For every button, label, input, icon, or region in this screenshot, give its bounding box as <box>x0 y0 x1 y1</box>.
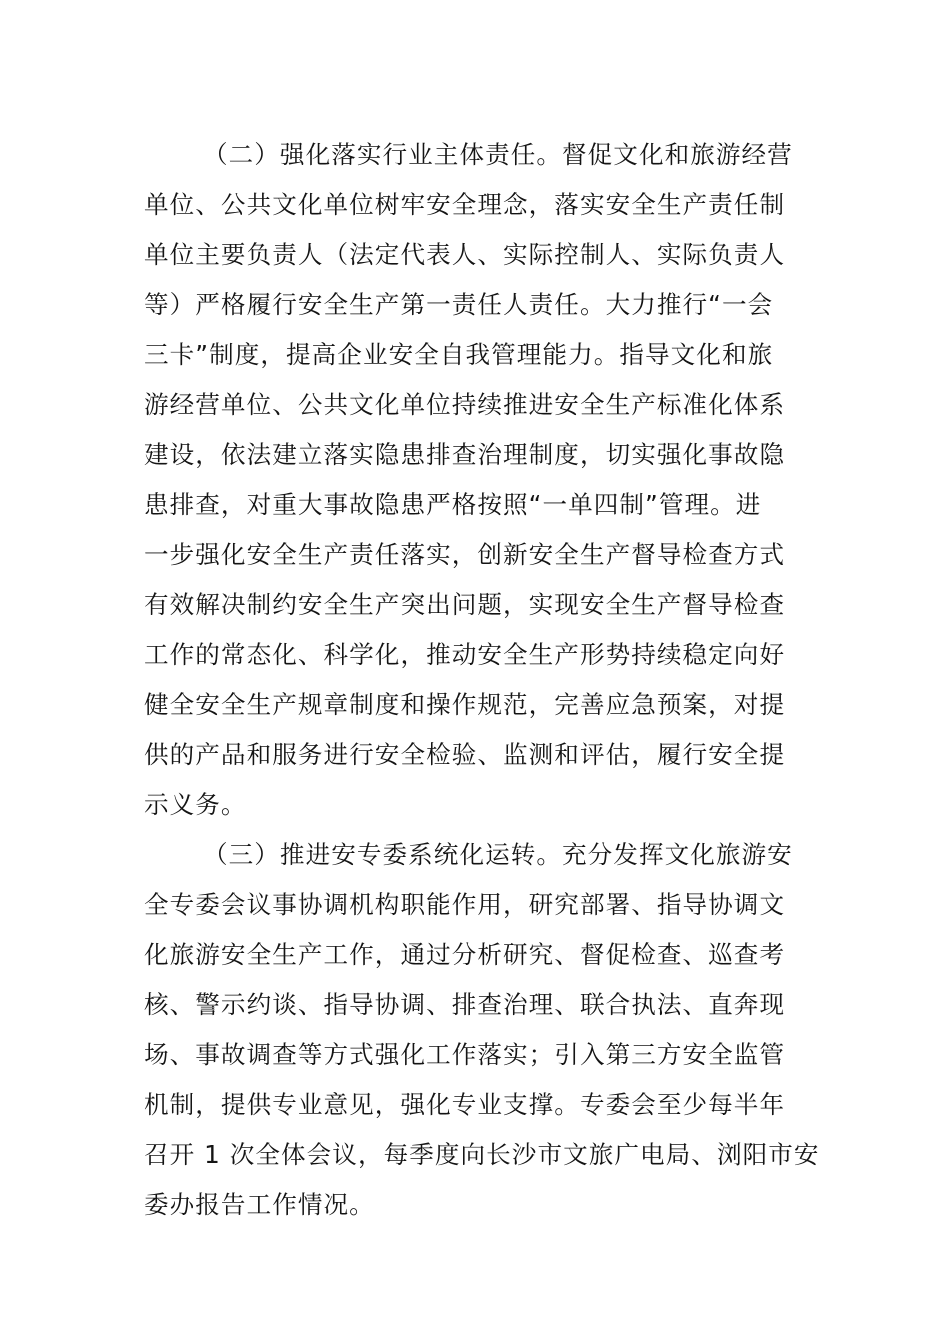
paragraph-line: 一步强化安全生产责任落实，创新安全生产督导检查方式 <box>144 540 786 569</box>
paragraph-committee-operation <box>144 830 820 1230</box>
paragraph-line: 委办报告工作情况。 <box>144 1190 375 1219</box>
paragraph-line: （二）强化落实行业主体责任。督促文化和旅游经营 <box>203 140 793 169</box>
paragraph-strengthen-responsibility <box>144 130 806 830</box>
paragraph-line: 示义务。 <box>144 790 247 819</box>
paragraph-line: 单位、公共文化单位树牢安全理念，落实安全生产责任制 <box>144 190 786 219</box>
paragraph-line: 建设，依法建立落实隐患排查治理制度，切实强化事故隐 <box>144 440 786 469</box>
paragraph-line: 单位主要负责人（法定代表人、实际控制人、实际负责人 <box>144 240 786 269</box>
paragraph-line: 场、事故调查等方式强化工作落实；引入第三方安全监管 <box>144 1040 786 1069</box>
paragraph-line: 工作的常态化、科学化，推动安全生产形势持续稳定向好 <box>144 640 786 669</box>
paragraph-line: 供的产品和服务进行安全检验、监测和评估，履行安全提 <box>144 740 786 769</box>
paragraph-line: 游经营单位、公共文化单位持续推进安全生产标准化体系 <box>144 390 786 419</box>
paragraph-line: 三卡”制度，提高企业安全自我管理能力。指导文化和旅 <box>144 340 774 369</box>
paragraph-line: 化旅游安全生产工作，通过分析研究、督促检查、巡查考 <box>144 940 786 969</box>
paragraph-line: 健全安全生产规章制度和操作规范，完善应急预案，对提 <box>144 690 786 719</box>
document-body <box>144 130 820 1230</box>
paragraph-line: 有效解决制约安全生产突出问题，实现安全生产督导检查 <box>144 590 786 619</box>
paragraph-line: 召开 1 次全体会议，每季度向长沙市文旅广电局、浏阳市安 <box>144 1140 820 1169</box>
paragraph-line: 核、警示约谈、指导协调、排查治理、联合执法、直奔现 <box>144 990 786 1019</box>
paragraph-line: 全专委会议事协调机构职能作用，研究部署、指导协调文 <box>144 890 786 919</box>
paragraph-line: 机制，提供专业意见，强化专业支撑。专委会至少每半年 <box>144 1090 786 1119</box>
paragraph-line: 等）严格履行安全生产第一责任人责任。大力推行“一会 <box>144 290 774 319</box>
paragraph-line: （三）推进安专委系统化运转。充分发挥文化旅游安 <box>203 840 793 869</box>
paragraph-line: 患排查，对重大事故隐患严格按照“一单四制”管理。进 <box>144 490 762 519</box>
